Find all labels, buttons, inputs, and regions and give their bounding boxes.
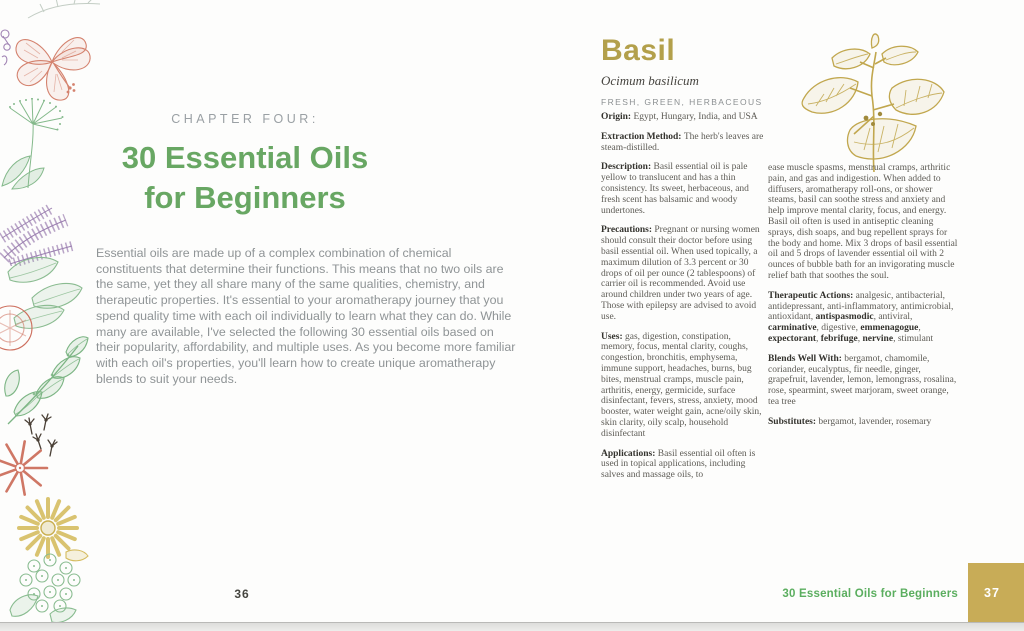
entry-therapeutic-actions: Therapeutic Actions: analgesic, antibacterial, antidepressant, anti-inflammatory, antimicrobial, antioxidant, antispasmodic, antiviral, carminative, digestive, emmenagogue, expectorant, febrifuge, nervine, stimulant [768, 290, 954, 344]
entry-label: Uses: [601, 331, 626, 342]
cloves-icon [22, 412, 62, 460]
oil-title: Basil [601, 34, 676, 67]
mint-sprig-icon [0, 326, 92, 430]
page-number-block [968, 563, 1024, 623]
chapter-title [70, 138, 420, 218]
entry-applications: Applications: Basil essential oil often is used in topical applications, including salves and massage oils, to [601, 448, 756, 481]
page-number-left: 36 [234, 587, 250, 601]
page-number-right: 37 [984, 586, 1000, 600]
hibiscus-flower-icon [4, 16, 100, 108]
entry-label: Extraction Method: [601, 131, 684, 142]
scent-profile: FRESH, GREEN, HERBACEOUS [601, 97, 763, 107]
entry-extraction-method: Extraction Method: The herb's leaves are steam-distilled. [601, 131, 764, 153]
entry-label: Description: [601, 162, 654, 173]
dill-sprig-icon [0, 98, 72, 190]
oil-details-column-2 [768, 163, 959, 437]
entry-uses: Uses: gas, digestion, constipation, memory, focus, mental clarity, coughs, congestion, bronchitis, emphysema, immune support, headaches, burns, bug bites, menstrual cramps, muscle pain, arthritis, energy, germicide, surface disinfectant, fevers, stress, anxiety, mood booster, water weight gain, acne/oily skin, skin clarity, oily scalp, household disinfectant [601, 331, 762, 439]
entry-description: Description: Basil essential oil is pale yellow to translucent and has a thin consistency. Its sweet, herbaceous, and fresh scent has balsamic and woody undertones. [601, 162, 749, 216]
chapter-intro-paragraph: Essential oils are made up of a complex combination of chemical constituents that determine their functions. This means that no two oils are the same, yet they all share many of the same qualities, chemistry, and therapeutic properties. It's essential to your aromatherapy journey that you spend quality time with each oil individually to learn what they can do. While many are available, I've selected the following 30 essential oils based on their popularity, affordability, and multiple uses. As you become more familiar with each oil's properties, you'll learn how to create unique aromatherapy blends to suit your needs. [96, 246, 516, 386]
faint-top-sprig-icon [24, 0, 104, 22]
hydrangea-cluster-icon [4, 550, 92, 624]
entry-substitutes: Substitutes: bergamot, lavender, rosemary [768, 416, 932, 427]
entry-blends-well-with: Blends Well With: bergamot, chamomile, coriander, eucalyptus, fir needle, ginger, grapefruit, lavender, lemon, lemongrass, rosalina, rose, spearmint, sweet marjoram, sweet orange, tea tree [768, 353, 957, 407]
calendula-flower-icon [6, 492, 90, 572]
entry-label: Origin: [601, 112, 634, 122]
entry-label: Applications: [601, 448, 658, 459]
chapter-heading [70, 112, 420, 218]
chapter-title-line1: 30 Essential Oils [121, 140, 369, 175]
basil-plant-icon [790, 26, 950, 172]
running-head: 30 Essential Oils for Beginners [782, 588, 958, 600]
chapter-title-line2: for Beginners [144, 180, 346, 215]
star-flower-icon [0, 432, 60, 512]
purple-berry-sprig-icon [0, 24, 16, 70]
book-page-edge [0, 622, 1024, 631]
entry-label: Therapeutic Actions: [768, 290, 856, 301]
latin-name: Ocimum basilicum [601, 73, 699, 88]
entry-precautions: Precautions: Pregnant or nursing women should consult their doctor before using basil essential oil. When used topically, a maximum dilution of 3.3 percent or 30 drops of oil per ounce (2 tablespoons) of carrier oil is recommended. Avoid use around children under two years of age. Those with epilepsy are advised to avoid use. [601, 225, 760, 322]
entry-applications-continued: ease muscle spasms, menstrual cramps, arthritic pain, and gas and indigestion. When added to diffusers, aromatherapy roll-ons, or shower steams, basil can soothe stress and anxiety and help improve mental clarity, focus, and energy. Basil oil often is used in antiseptic cleaning sprays, dish soaps, and bug repellent sprays for the body and home. Mix 3 drops of basil essential oil and 5 drops of lavender essential oil with 2 ounces of bubble bath for an invigorating muscle relief bath that soothes the soul. [768, 163, 958, 281]
chapter-kicker: CHAPTER FOUR: [171, 112, 319, 126]
oil-details-column-1 [601, 112, 764, 490]
leaf-cluster-icon [2, 252, 90, 334]
entry-label: Precautions: [601, 225, 655, 236]
entry-label: Blends Well With: [768, 353, 845, 364]
entry-label: Substitutes: [768, 416, 819, 427]
entry-origin: Origin: Egypt, Hungary, India, and USA [601, 112, 758, 122]
fig-slice-icon [0, 300, 38, 358]
